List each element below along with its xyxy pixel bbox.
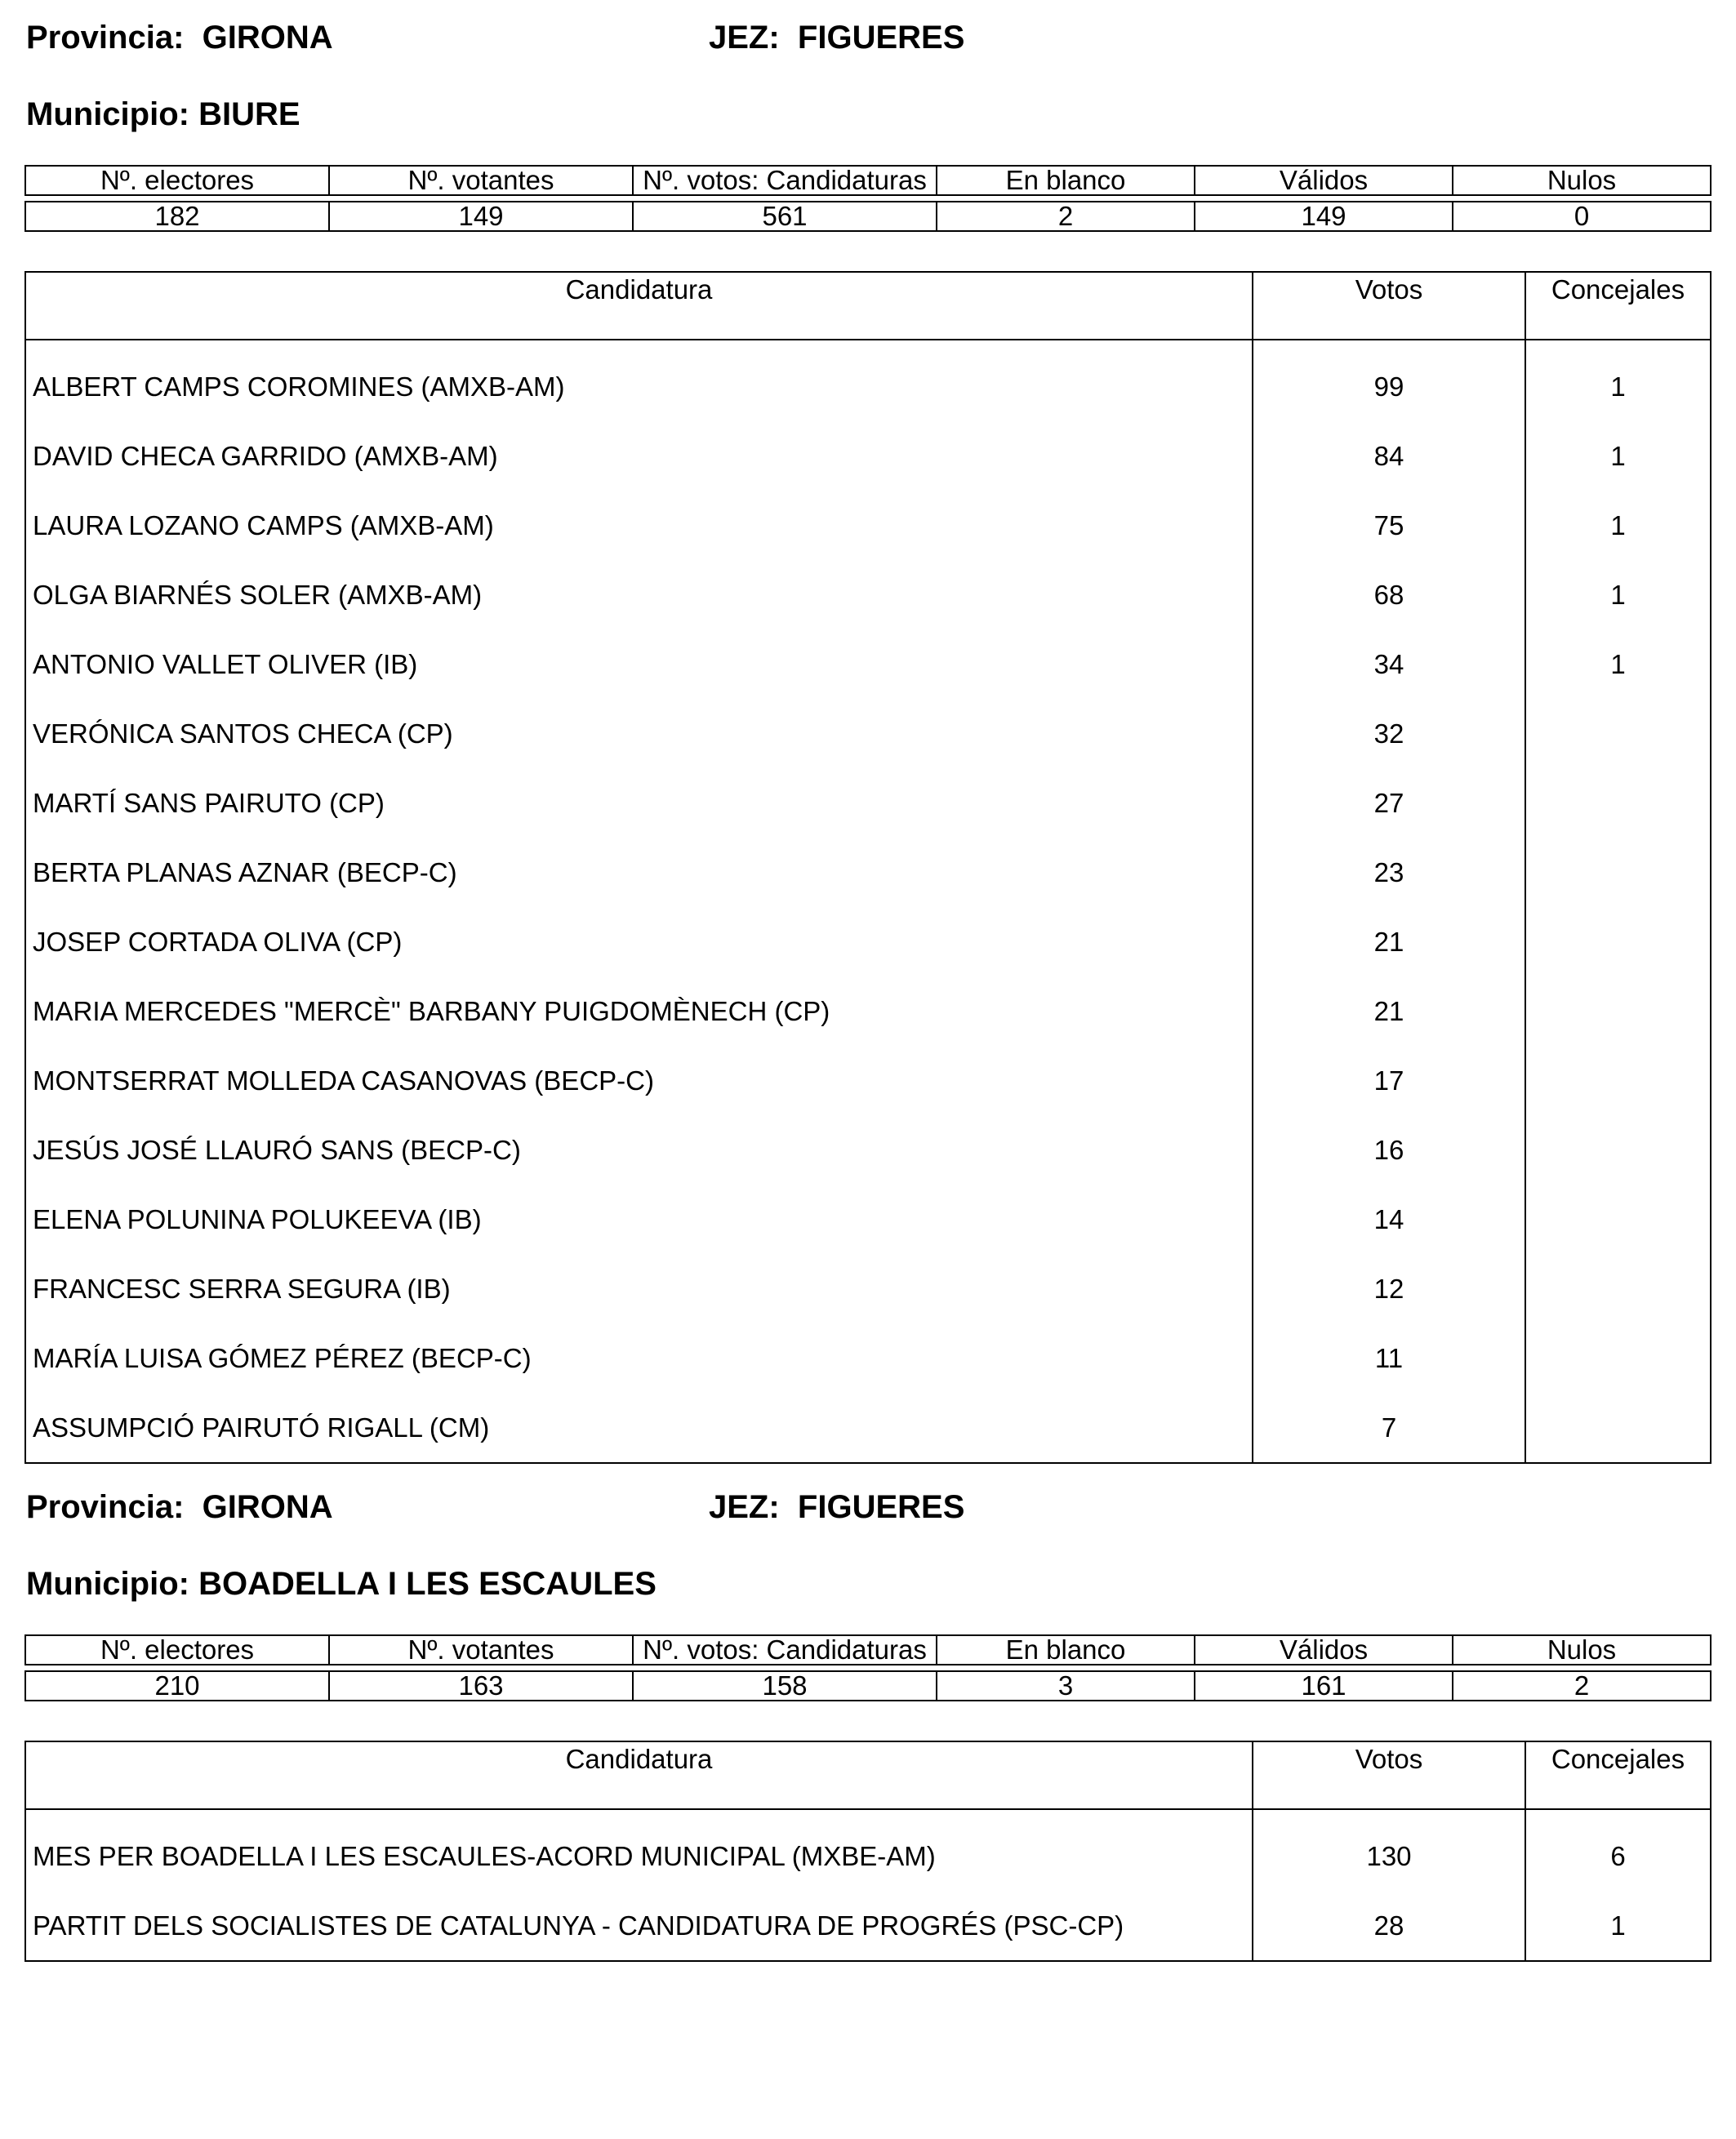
candidate-seats bbox=[1525, 1185, 1711, 1254]
stats-header-cell: Nº. votos: Candidaturas bbox=[633, 1635, 937, 1665]
stats-header-cell: Válidos bbox=[1195, 166, 1453, 195]
candidate-votes: 34 bbox=[1253, 629, 1525, 699]
jez-heading bbox=[709, 21, 964, 54]
candidate-votes: 16 bbox=[1253, 1115, 1525, 1185]
candidate-row bbox=[25, 421, 1711, 491]
header-concejales: Concejales bbox=[1525, 272, 1711, 340]
candidates-table bbox=[24, 1741, 1712, 1962]
candidate-votes: 7 bbox=[1253, 1393, 1525, 1463]
candidate-seats bbox=[1525, 1115, 1711, 1185]
header-candidatura: Candidatura bbox=[25, 1741, 1253, 1809]
candidate-row bbox=[25, 491, 1711, 560]
candidate-seats bbox=[1525, 1046, 1711, 1115]
candidate-row bbox=[25, 1323, 1711, 1393]
candidate-seats bbox=[1525, 976, 1711, 1046]
candidate-name: DAVID CHECA GARRIDO (AMXB-AM) bbox=[25, 421, 1253, 491]
header-votos: Votos bbox=[1253, 272, 1525, 340]
stats-value-cell: 149 bbox=[329, 202, 633, 231]
stats-header-cell: Nº. votos: Candidaturas bbox=[633, 166, 937, 195]
candidate-name: JESÚS JOSÉ LLAURÓ SANS (BECP-C) bbox=[25, 1115, 1253, 1185]
provincia-label: Provincia: bbox=[26, 20, 185, 56]
candidate-name: ANTONIO VALLET OLIVER (IB) bbox=[25, 629, 1253, 699]
stats-header-row bbox=[25, 166, 1711, 195]
municipio-value: BIURE bbox=[198, 96, 300, 132]
candidate-row bbox=[25, 560, 1711, 629]
candidate-seats bbox=[1525, 907, 1711, 976]
stats-value-cell: 158 bbox=[633, 1671, 937, 1701]
candidate-votes: 99 bbox=[1253, 352, 1525, 421]
candidate-seats: 1 bbox=[1525, 491, 1711, 560]
candidate-row bbox=[25, 838, 1711, 907]
jez-label: JEZ: bbox=[709, 20, 780, 56]
stats-value-row bbox=[25, 202, 1711, 231]
candidate-name: MARIA MERCEDES "MERCÈ" BARBANY PUIGDOMÈNECH (CP) bbox=[25, 976, 1253, 1046]
stats-header-cell: Nulos bbox=[1453, 1635, 1711, 1665]
candidate-votes: 21 bbox=[1253, 907, 1525, 976]
stats-value-cell: 182 bbox=[25, 202, 329, 231]
candidate-name: JOSEP CORTADA OLIVA (CP) bbox=[25, 907, 1253, 976]
stats-value-cell: 161 bbox=[1195, 1671, 1453, 1701]
candidate-row bbox=[25, 699, 1711, 768]
candidate-votes: 130 bbox=[1253, 1821, 1525, 1891]
stats-value-cell: 210 bbox=[25, 1671, 329, 1701]
candidate-name: OLGA BIARNÉS SOLER (AMXB-AM) bbox=[25, 560, 1253, 629]
candidate-name: ELENA POLUNINA POLUKEEVA (IB) bbox=[25, 1185, 1253, 1254]
candidate-row bbox=[25, 1115, 1711, 1185]
candidate-votes: 17 bbox=[1253, 1046, 1525, 1115]
stats-value-cell: 163 bbox=[329, 1671, 633, 1701]
candidate-name: BERTA PLANAS AZNAR (BECP-C) bbox=[25, 838, 1253, 907]
candidates-header-row bbox=[25, 272, 1711, 340]
header-concejales: Concejales bbox=[1525, 1741, 1711, 1809]
stats-header-row bbox=[25, 1635, 1711, 1665]
stats-header-cell: En blanco bbox=[937, 1635, 1195, 1665]
jez-value: FIGUERES bbox=[797, 1489, 965, 1525]
candidate-name: LAURA LOZANO CAMPS (AMXB-AM) bbox=[25, 491, 1253, 560]
jez-label: JEZ: bbox=[709, 1489, 780, 1525]
candidate-votes: 27 bbox=[1253, 768, 1525, 838]
candidate-seats: 1 bbox=[1525, 560, 1711, 629]
municipio-label: Municipio: bbox=[26, 1566, 189, 1602]
municipio-heading bbox=[26, 1568, 657, 1600]
candidate-name: MARTÍ SANS PAIRUTO (CP) bbox=[25, 768, 1253, 838]
candidate-seats: 6 bbox=[1525, 1821, 1711, 1891]
municipio-label: Municipio: bbox=[26, 96, 189, 132]
candidate-name: FRANCESC SERRA SEGURA (IB) bbox=[25, 1254, 1253, 1323]
candidate-seats bbox=[1525, 838, 1711, 907]
candidate-seats bbox=[1525, 768, 1711, 838]
candidate-name: ALBERT CAMPS COROMINES (AMXB-AM) bbox=[25, 352, 1253, 421]
provincia-heading bbox=[26, 1491, 333, 1523]
municipio-heading bbox=[26, 98, 300, 131]
candidate-name: VERÓNICA SANTOS CHECA (CP) bbox=[25, 699, 1253, 768]
stats-header-cell: Nº. votantes bbox=[329, 1635, 633, 1665]
candidate-votes: 84 bbox=[1253, 421, 1525, 491]
candidate-row bbox=[25, 1393, 1711, 1463]
stats-value-cell: 0 bbox=[1453, 202, 1711, 231]
candidate-row bbox=[25, 352, 1711, 421]
candidate-seats bbox=[1525, 699, 1711, 768]
candidate-name: MARÍA LUISA GÓMEZ PÉREZ (BECP-C) bbox=[25, 1323, 1253, 1393]
candidate-seats: 1 bbox=[1525, 421, 1711, 491]
stats-header-cell: En blanco bbox=[937, 166, 1195, 195]
provincia-heading bbox=[26, 21, 333, 54]
candidate-row bbox=[25, 907, 1711, 976]
candidate-votes: 23 bbox=[1253, 838, 1525, 907]
candidate-seats bbox=[1525, 1254, 1711, 1323]
stats-value-cell: 561 bbox=[633, 202, 937, 231]
candidates-header-row bbox=[25, 1741, 1711, 1809]
candidate-name: PARTIT DELS SOCIALISTES DE CATALUNYA - CANDIDATURA DE PROGRÉS (PSC-CP) bbox=[25, 1891, 1253, 1961]
stats-header-cell: Nº. votantes bbox=[329, 166, 633, 195]
header-candidatura: Candidatura bbox=[25, 272, 1253, 340]
candidate-seats: 1 bbox=[1525, 1891, 1711, 1961]
jez-heading bbox=[709, 1491, 964, 1523]
candidate-seats bbox=[1525, 1323, 1711, 1393]
stats-table bbox=[24, 165, 1712, 232]
candidate-row bbox=[25, 1185, 1711, 1254]
header-votos: Votos bbox=[1253, 1741, 1525, 1809]
candidate-votes: 75 bbox=[1253, 491, 1525, 560]
candidate-votes: 14 bbox=[1253, 1185, 1525, 1254]
stats-header-cell: Nulos bbox=[1453, 166, 1711, 195]
stats-value-cell: 149 bbox=[1195, 202, 1453, 231]
candidate-name: MONTSERRAT MOLLEDA CASANOVAS (BECP-C) bbox=[25, 1046, 1253, 1115]
stats-value-row bbox=[25, 1671, 1711, 1701]
stats-table bbox=[24, 1634, 1712, 1701]
stats-value-cell: 2 bbox=[1453, 1671, 1711, 1701]
provincia-value: GIRONA bbox=[202, 20, 333, 56]
candidate-votes: 28 bbox=[1253, 1891, 1525, 1961]
candidate-seats: 1 bbox=[1525, 629, 1711, 699]
provincia-label: Provincia: bbox=[26, 1489, 185, 1525]
candidate-votes: 11 bbox=[1253, 1323, 1525, 1393]
candidate-row bbox=[25, 1891, 1711, 1961]
stats-header-cell: Nº. electores bbox=[25, 1635, 329, 1665]
candidate-row bbox=[25, 976, 1711, 1046]
candidate-votes: 21 bbox=[1253, 976, 1525, 1046]
stats-header-cell: Nº. electores bbox=[25, 166, 329, 195]
candidate-name: MES PER BOADELLA I LES ESCAULES-ACORD MUNICIPAL (MXBE-AM) bbox=[25, 1821, 1253, 1891]
candidate-row bbox=[25, 768, 1711, 838]
candidate-row bbox=[25, 629, 1711, 699]
candidate-row bbox=[25, 1046, 1711, 1115]
stats-header-cell: Válidos bbox=[1195, 1635, 1453, 1665]
jez-value: FIGUERES bbox=[797, 20, 965, 56]
candidate-votes: 12 bbox=[1253, 1254, 1525, 1323]
candidate-row bbox=[25, 1821, 1711, 1891]
candidate-votes: 68 bbox=[1253, 560, 1525, 629]
stats-value-cell: 2 bbox=[937, 202, 1195, 231]
candidate-row bbox=[25, 1254, 1711, 1323]
provincia-value: GIRONA bbox=[202, 1489, 333, 1525]
candidate-name: ASSUMPCIÓ PAIRUTÓ RIGALL (CM) bbox=[25, 1393, 1253, 1463]
stats-value-cell: 3 bbox=[937, 1671, 1195, 1701]
candidates-table bbox=[24, 271, 1712, 1464]
municipio-value: BOADELLA I LES ESCAULES bbox=[198, 1566, 657, 1602]
candidate-votes: 32 bbox=[1253, 699, 1525, 768]
candidate-seats bbox=[1525, 1393, 1711, 1463]
candidate-seats: 1 bbox=[1525, 352, 1711, 421]
